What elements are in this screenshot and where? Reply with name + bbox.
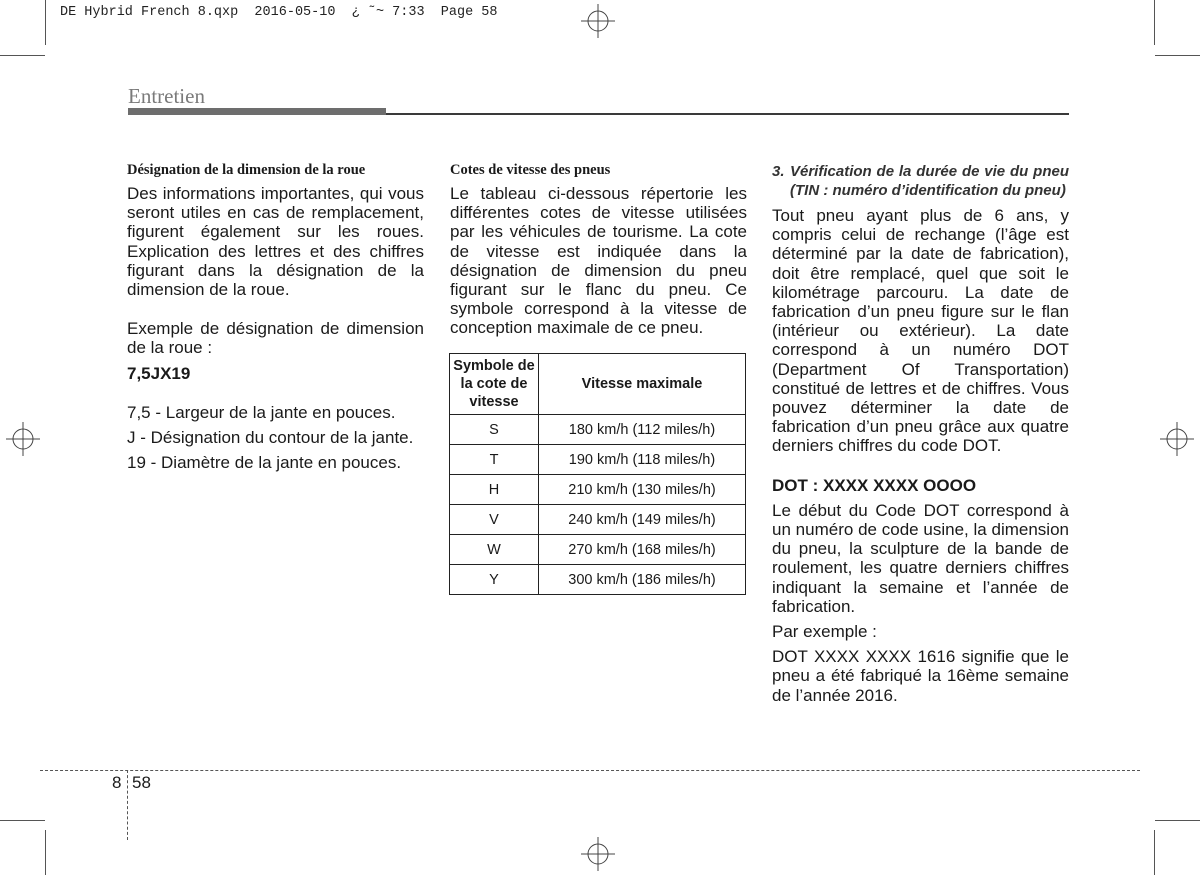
table-cell-symbol: W (450, 535, 539, 565)
table-cell-symbol: V (450, 505, 539, 535)
list-item (127, 403, 424, 422)
crop-mark (1155, 55, 1200, 56)
column-rim-designation (127, 162, 424, 472)
table-row (450, 415, 746, 445)
list-item-label: 7,5 - (127, 402, 166, 422)
list-item-label: 19 - (127, 453, 162, 473)
rim-example-value: 7,5JX19 (127, 363, 191, 383)
table-cell-symbol: H (450, 475, 539, 505)
table-cell-speed: 240 km/h (149 miles/h) (539, 505, 746, 535)
dot-code-example: DOT : XXXX XXXX OOOO (772, 475, 977, 495)
table-cell-speed: 270 km/h (168 miles/h) (539, 535, 746, 565)
table-cell-speed: 300 km/h (186 miles/h) (539, 565, 746, 595)
tire-age-heading-number: 3. (772, 163, 785, 180)
speed-ratings-intro: Le tableau ci-dessous répertorie les différentes cotes de vitesse utilisées par les véhicules de tourisme. La cote de vitesse est indiquée dans la désignation de dimension du pneu figurant sur le flanc du pneu. Ce symbole correspond à la vitesse de conception maximale de ce pneu. (450, 184, 747, 338)
table-header-max-speed: Vitesse maximale (539, 354, 746, 415)
table-cell-speed: 180 km/h (112 miles/h) (539, 415, 746, 445)
rim-designation-intro: Des informations importantes, qui vous seront utiles en cas de remplacement, figurent également sur les roues. Explication des lettres et des chiffres figurant dans la désignation de la dimension de la roue. (127, 184, 424, 300)
table-cell-symbol: Y (450, 565, 539, 595)
registration-mark-icon (581, 837, 615, 871)
table-row (450, 475, 746, 505)
table-cell-speed: 210 km/h (130 miles/h) (539, 475, 746, 505)
header-rule-thin (386, 113, 1069, 115)
table-cell-symbol: T (450, 445, 539, 475)
table-cell-symbol: S (450, 415, 539, 445)
table-row (450, 565, 746, 595)
speed-ratings-heading: Cotes de vitesse des pneus (450, 162, 611, 178)
list-item-text: Désignation du contour de la jante. (150, 428, 414, 448)
list-item (127, 428, 424, 447)
table-row (450, 535, 746, 565)
list-item-text: Largeur de la jante en pouces. (165, 402, 396, 422)
rim-example-label: Exemple de désignation de dimension de la roue : (127, 319, 424, 358)
crop-mark (45, 0, 46, 45)
tire-age-heading (772, 162, 1069, 200)
table-header-row (450, 354, 746, 415)
column-speed-ratings (450, 162, 747, 338)
registration-mark-icon (1160, 422, 1194, 456)
table-row (450, 505, 746, 535)
crop-mark (1154, 0, 1155, 45)
speed-rating-table (449, 353, 746, 595)
header-rule-thick (128, 108, 386, 115)
list-item-text: Diamètre de la jante en pouces. (161, 453, 402, 473)
footer-divider (40, 770, 1140, 771)
table-cell-speed: 190 km/h (118 miles/h) (539, 445, 746, 475)
registration-mark-icon (6, 422, 40, 456)
rim-designation-heading: Désignation de la dimension de la roue (127, 162, 366, 178)
table-header-symbol: Symbole de la cote de vitesse (450, 354, 539, 415)
page-number: 58 (132, 773, 151, 792)
print-slug: DE Hybrid French 8.qxp 2016-05-10 ¿ ˜~ 7:33 Page 58 (60, 5, 498, 20)
example-label: Par exemple : (772, 622, 877, 642)
section-title: Entretien (128, 84, 205, 108)
crop-mark (0, 55, 45, 56)
table-row (450, 445, 746, 475)
list-item (127, 453, 424, 472)
column-tire-age (772, 162, 1069, 705)
section-number: 8 (112, 773, 122, 792)
dot-code-explanation: Le début du Code DOT correspond à un numéro de code usine, la dimension du pneu, la sculpture de la bande de roulement, les quatre derniers chiffres indiquant la semaine et l’année de fabrication. (772, 500, 1069, 616)
registration-mark-icon (581, 4, 615, 38)
footer-page-divider (127, 770, 128, 840)
tire-age-paragraph: Tout pneu ayant plus de 6 ans, y compris celui de rechange (l’âge est déterminé par la date de fabrication), doit être remplacé, quel que soit le kilométrage parcouru. La date de fabrication d’un pneu figure sur le flan (intérieur ou extérieur). La date correspond à un numéro DOT (Department Of Transportation) constitué de lettres et de chiffres. Vous pouvez déterminer la date de fabrication d’un pneu grâce aux quatre derniers chiffres du code DOT. (772, 206, 1069, 456)
crop-mark (1154, 830, 1155, 875)
crop-mark (45, 830, 46, 875)
crop-mark (1155, 820, 1200, 821)
crop-mark (0, 820, 45, 821)
tire-age-heading-text: Vérification de la durée de vie du pneu (TIN : numéro d’identification du pneu) (790, 163, 1069, 199)
list-item-label: J - (127, 428, 151, 448)
dot-example-paragraph: DOT XXXX XXXX 1616 signifie que le pneu a été fabriqué la 16ème semaine de l’année 2016. (772, 647, 1069, 705)
